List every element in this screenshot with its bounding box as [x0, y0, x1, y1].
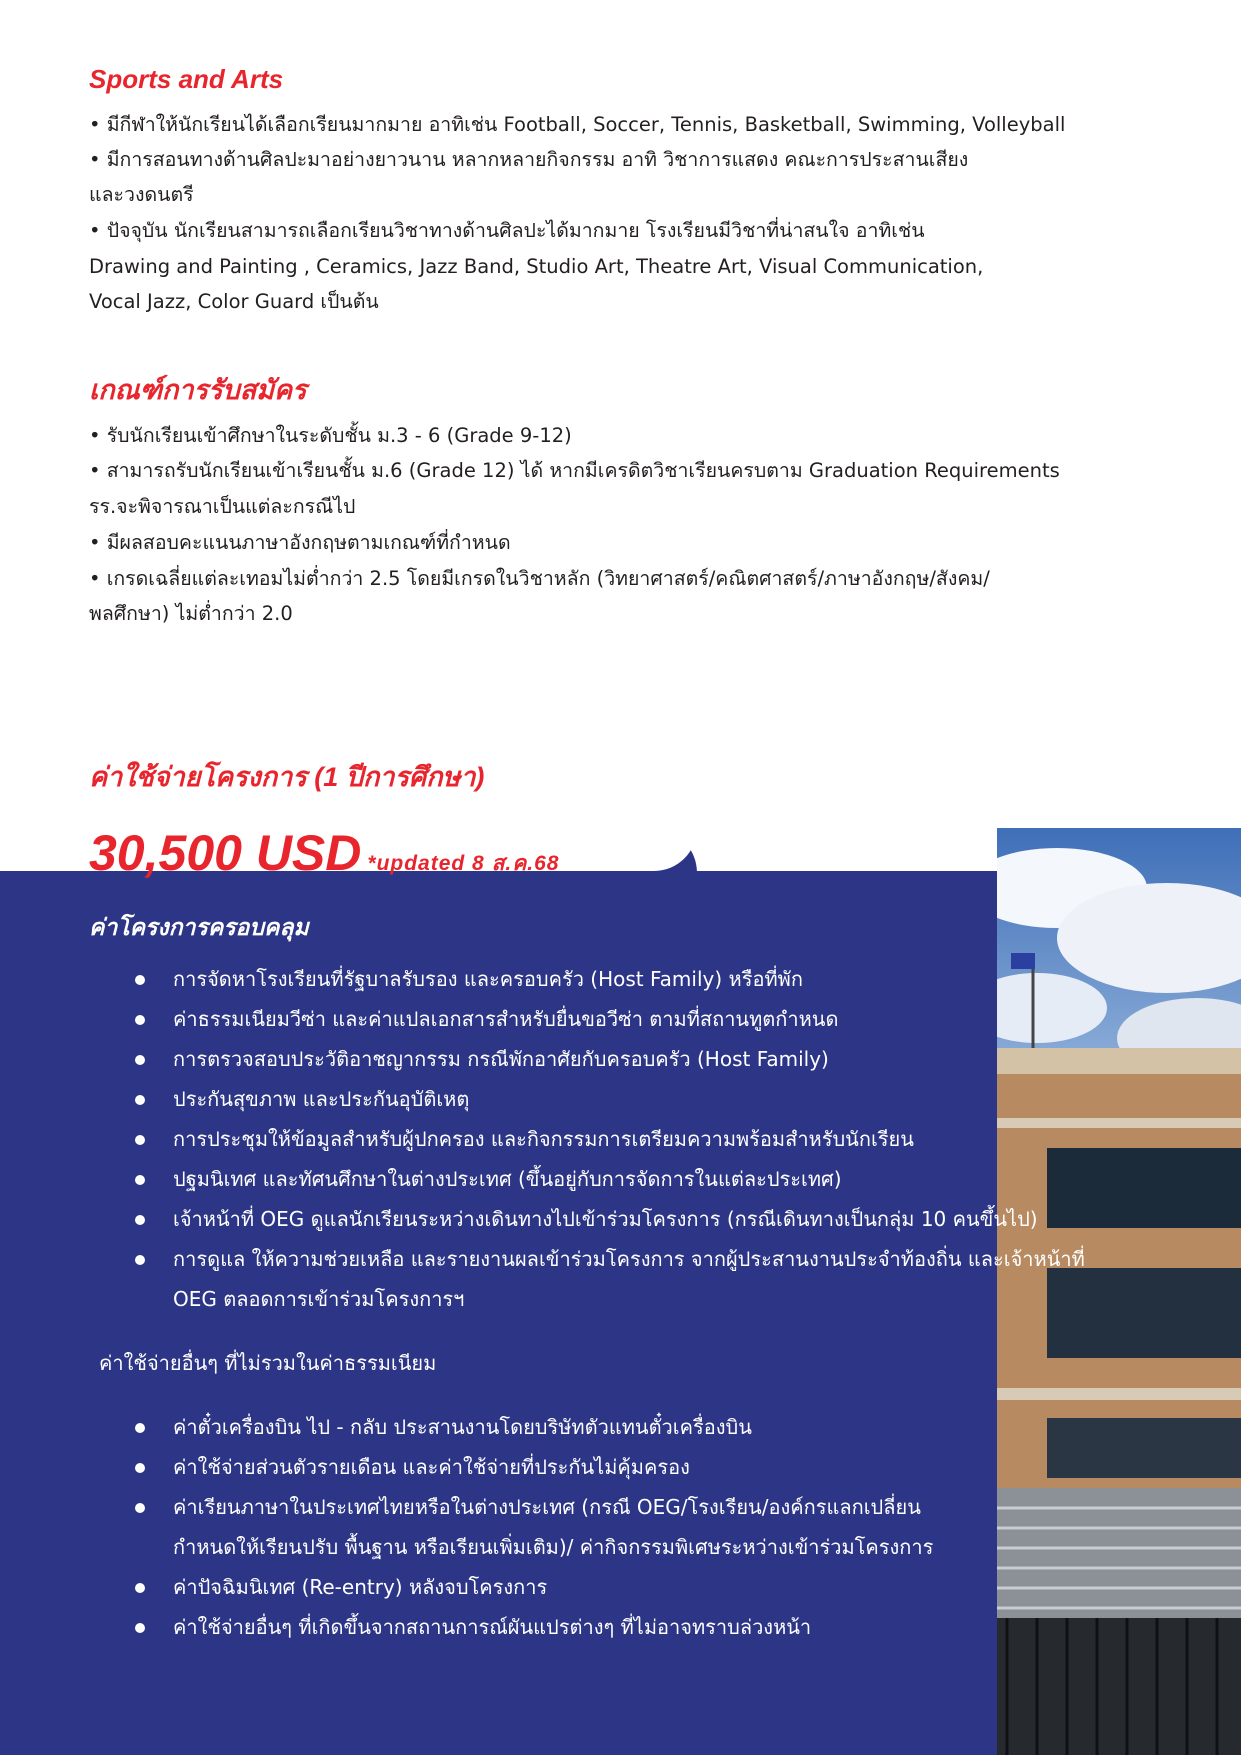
- bullet: [135, 1135, 145, 1145]
- sports-line: Vocal Jazz, Color Guard เป็นต้น: [89, 290, 379, 313]
- excluded-item: ค่าใช้จ่ายส่วนตัวรายเดือน และค่าใช้จ่ายที่ประกันไม่คุ้มครอง: [173, 1455, 690, 1479]
- criteria-line: พลศึกษา) ไม่ต่ำกว่า 2.0: [89, 602, 293, 625]
- excluded-item: ค่าเรียนภาษาในประเทศไทยหรือในต่างประเทศ (กรณี OEG/โรงเรียน/องค์กรแลกเปลี่ยน: [173, 1495, 921, 1519]
- price: [89, 822, 559, 895]
- covered-item: ประกันสุขภาพ และประกันอุบัติเหตุ: [173, 1087, 470, 1111]
- criteria-line: • เกรดเฉลี่ยแต่ละเทอมไม่ต่ำกว่า 2.5 โดยมีเกรดในวิชาหลัก (วิทยาศาสตร์/คณิตศาสตร์/ภาษาอังกฤษ/สังคม/: [89, 567, 990, 590]
- bullet: [135, 1583, 145, 1593]
- bullet: [135, 1055, 145, 1065]
- sports-line: และวงดนตรี: [89, 183, 194, 206]
- criteria-line: • รับนักเรียนเข้าศึกษาในระดับชั้น ม.3 - 6 (Grade 9-12): [89, 424, 572, 447]
- covered-item: ค่าธรรมเนียมวีซ่า และค่าแปลเอกสารสำหรับยื่นขอวีซ่า ตามที่สถานทูตกำหนด: [173, 1007, 839, 1031]
- excluded-heading: ค่าใช้จ่ายอื่นๆ ที่ไม่รวมในค่าธรรมเนียม: [99, 1351, 437, 1375]
- bullet: [135, 1503, 145, 1513]
- criteria-line: รร.จะพิจารณาเป็นแต่ละกรณีไป: [89, 495, 356, 518]
- bullet: [135, 1015, 145, 1025]
- stadium-photo: [997, 828, 1241, 1755]
- covered-item: การดูแล ให้ความช่วยเหลือ และรายงานผลเข้าร่วมโครงการ จากผู้ประสานงานประจำท้องถิ่น และเจ้าหน้าที่: [173, 1247, 1085, 1271]
- covered-item: การจัดหาโรงเรียนที่รัฐบาลรับรอง และครอบครัว (Host Family) หรือที่พัก: [173, 967, 803, 991]
- bullet: [135, 1255, 145, 1265]
- bullet: [135, 1623, 145, 1633]
- excluded-item: ค่าปัจฉิมนิเทศ (Re-entry) หลังจบโครงการ: [173, 1575, 548, 1599]
- excluded-item: ค่าใช้จ่ายอื่นๆ ที่เกิดขึ้นจากสถานการณ์ผันแปรต่างๆ ที่ไม่อาจทราบล่วงหน้า: [173, 1615, 812, 1639]
- criteria-line: • สามารถรับนักเรียนเข้าเรียนชั้น ม.6 (Grade 12) ได้ หากมีเครดิตวิชาเรียนครบตาม Graduation Requirements: [89, 459, 1060, 482]
- bullet: [135, 975, 145, 985]
- covered-item: การตรวจสอบประวัติอาชญากรรม กรณีพักอาศัยกับครอบครัว (Host Family): [173, 1047, 829, 1071]
- sports-line: • ปัจจุบัน นักเรียนสามารถเลือกเรียนวิชาทางด้านศิลปะได้มากมาย โรงเรียนมีวิชาที่น่าสนใจ อาทิเช่น: [89, 219, 925, 242]
- bullet: [135, 1463, 145, 1473]
- covered-item: OEG ตลอดการเข้าร่วมโครงการฯ: [173, 1287, 465, 1311]
- covered-item: ปฐมนิเทศ และทัศนศึกษาในต่างประเทศ (ขึ้นอยู่กับการจัดการในแต่ละประเทศ): [173, 1167, 842, 1191]
- sports-heading: Sports and Arts: [89, 64, 284, 94]
- covered-item: เจ้าหน้าที่ OEG ดูแลนักเรียนระหว่างเดินทางไปเข้าร่วมโครงการ (กรณีเดินทางเป็นกลุ่ม 10 คนขึ้นไป): [173, 1207, 1038, 1231]
- bullet: [135, 1095, 145, 1105]
- price-note: *updated 8 ส.ค.68: [367, 852, 560, 875]
- sports-line: • มีกีฬาให้นักเรียนได้เลือกเรียนมากมาย อาทิเช่น Football, Soccer, Tennis, Basketball, Swimming, Volleyball: [89, 113, 1066, 136]
- excluded-item: กำหนดให้เรียนปรับ พื้นฐาน หรือเรียนเพิ่มเติม)/ ค่ากิจกรรมพิเศษระหว่างเข้าร่วมโครงการ: [173, 1535, 934, 1559]
- sports-line: • มีการสอนทางด้านศิลปะมาอย่างยาวนาน หลากหลายกิจกรรม อาทิ วิชาการแสดง คณะการประสานเสียง: [89, 148, 969, 171]
- covered-heading: ค่าโครงการครอบคลุม: [89, 914, 309, 940]
- excluded-item: ค่าตั๋วเครื่องบิน ไป - กลับ ประสานงานโดยบริษัทตัวแทนตั๋วเครื่องบิน: [173, 1415, 752, 1439]
- criteria-heading: เกณฑ์การรับสมัคร: [89, 375, 307, 405]
- criteria-line: • มีผลสอบคะแนนภาษาอังกฤษตามเกณฑ์ที่กำหนด: [89, 531, 511, 554]
- bullet: [135, 1215, 145, 1225]
- bullet: [135, 1423, 145, 1433]
- sports-line: Drawing and Painting , Ceramics, Jazz Band, Studio Art, Theatre Art, Visual Communication,: [89, 255, 984, 278]
- covered-item: การประชุมให้ข้อมูลสำหรับผู้ปกครอง และกิจกรรมการเตรียมความพร้อมสำหรับนักเรียน: [173, 1127, 914, 1151]
- cost-heading: ค่าใช้จ่ายโครงการ (1 ปีการศึกษา): [89, 762, 485, 792]
- bullet: [135, 1175, 145, 1185]
- price-value: 30,500 USD: [89, 825, 362, 881]
